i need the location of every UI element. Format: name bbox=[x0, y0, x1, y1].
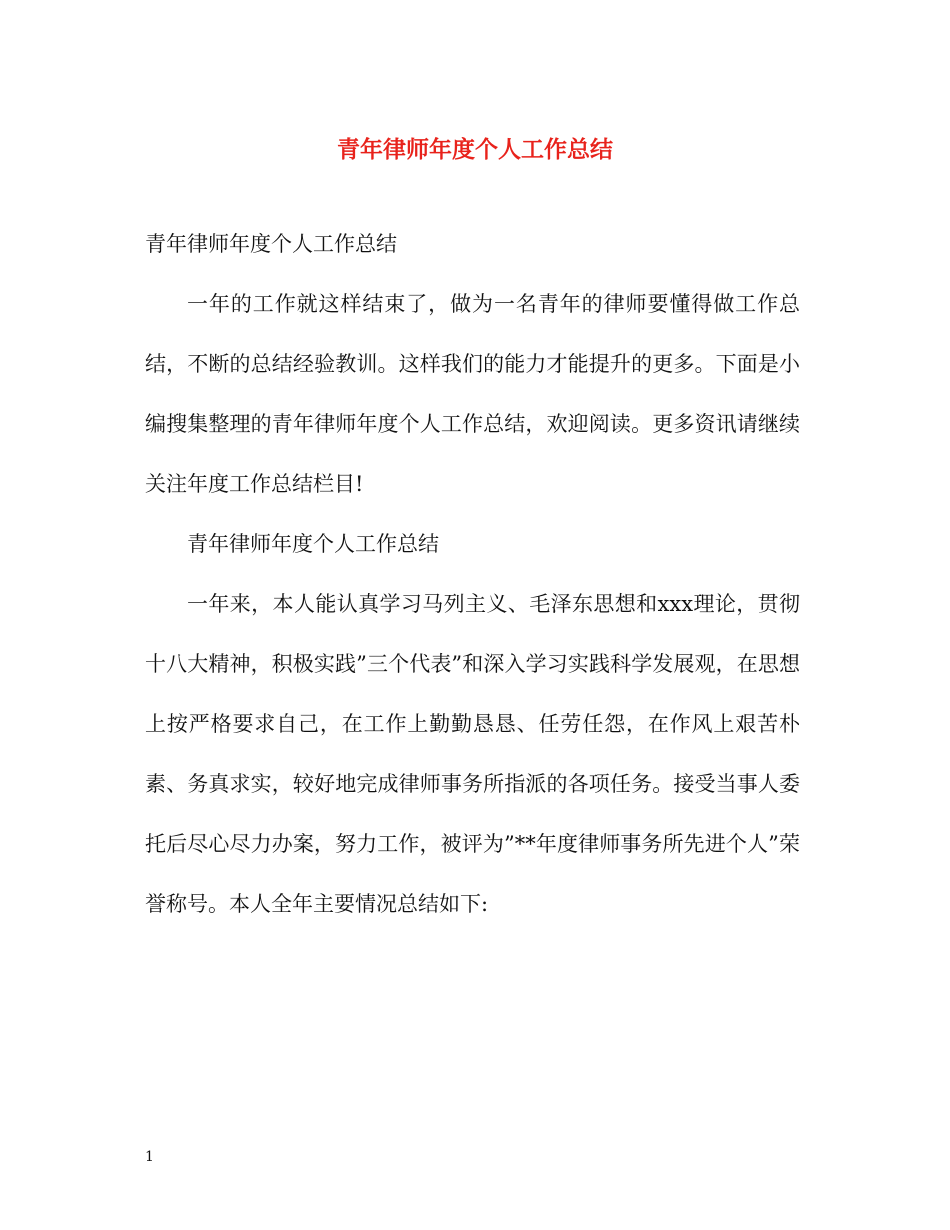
intro-paragraph: 一年的工作就这样结束了，做为一名青年的律师要懂得做工作总结，不断的总结经验教训。这样我们的能力才能提升的更多。下面是小编搜集整理的青年律师年度个人工作总结，欢迎阅读。更多资讯请继续关注年度工作总结栏目! bbox=[145, 292, 800, 496]
page-number: 1 bbox=[145, 1149, 154, 1165]
section-heading: 青年律师年度个人工作总结 bbox=[187, 532, 439, 556]
document-title: 青年律师年度个人工作总结 bbox=[337, 136, 613, 163]
heading-line: 青年律师年度个人工作总结 bbox=[145, 232, 397, 256]
document-body bbox=[145, 214, 800, 934]
main-paragraph: 一年来，本人能认真学习马列主义、毛泽东思想和xxx理论，贯彻十八大精神，积极实践”三个代表”和深入学习实践科学发展观，在思想上按严格要求自己，在工作上勤勤恳恳、任劳任怨，在作风上艰苦朴素、务真求实，较好地完成律师事务所指派的各项任务。接受当事人委托后尽心尽力办案，努力工作，被评为”**年度律师事务所先进个人”荣誉称号。本人全年主要情况总结如下: bbox=[145, 592, 800, 916]
